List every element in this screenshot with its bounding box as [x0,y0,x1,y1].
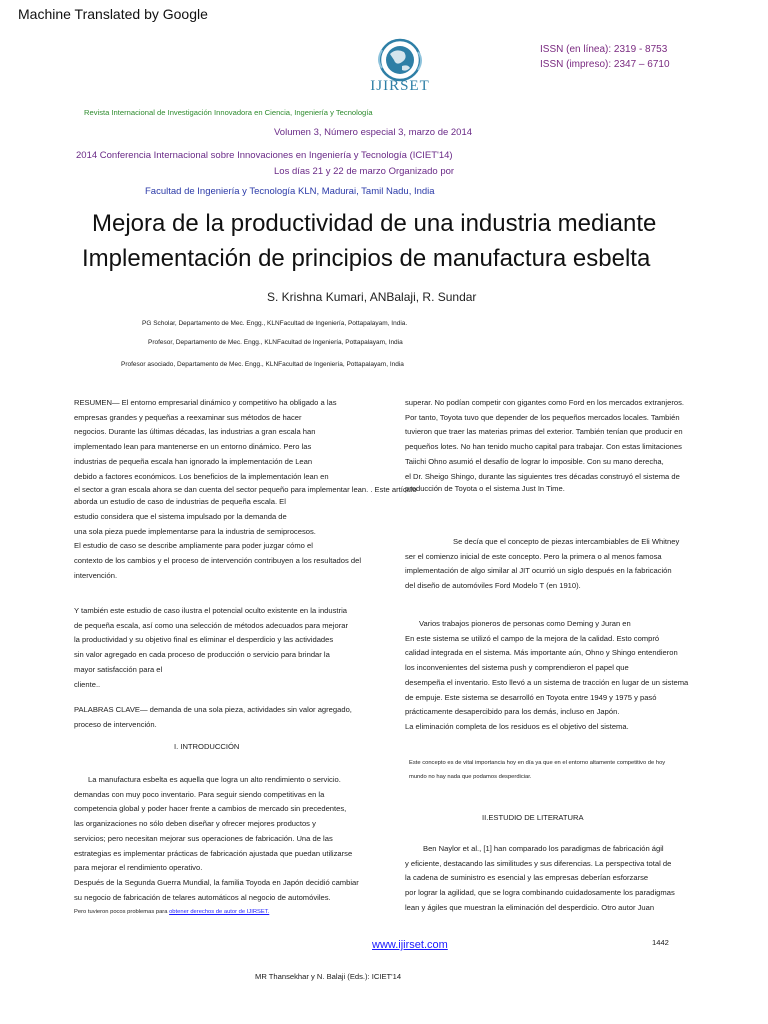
right-paragraph-3 [405,617,720,735]
keywords-line: PALABRAS CLAVE— demanda de una sola pieza, actividades sin valor agregado, [74,705,352,714]
affiliation-2: Profesor, Departamento de Mec. Engg., KLNFacultad de Ingeniería, Pottapalayam, India [148,339,403,346]
intro-line: demandas con muy poco inventario. Para seguir siendo competitivas en la [74,789,325,799]
abstract-line: la productividad y su objetivo final es eliminar el desperdicio y las actividades [74,635,334,645]
abstract-line: implementado lean para mantenerse en un entorno dinámico. Pero las [74,442,312,452]
body-line: y eficiente, destacando las similitudes y sus diferencias. La perspectiva total de [405,858,672,868]
abstract-line: estudio considera que el sistema impulsado por la demanda de [74,511,287,521]
logo-text: IJIRSET [370,78,430,94]
abstract-line: RESUMEN— El entorno empresarial dinámico y competitivo ha obligado a las [74,398,337,407]
conference-name: 2014 Conferencia Internacional sobre Innovaciones en Ingeniería y Tecnología (ICIET'14) [76,150,453,161]
body-line: los inconvenientes del sistema push y comprendieron el papel que [405,663,629,673]
body-line: implementación de algo similar al JIT ocurrió un siglo después en la fabricación [405,566,672,576]
body-line: En este sistema se utilizó el campo de la mejora de la calidad. Esto compró [405,633,660,643]
abstract-line: intervención. [74,570,118,580]
body-line: ser el comienzo inicial de este concepto. Pero la primera o al menos famosa [405,551,662,561]
abstract-continued [74,604,392,692]
body-line: superar. No podían competir con gigantes como Ford en los mercados extranjeros. [405,398,685,407]
abstract-line: sin valor agregado en cada proceso de producción o servicio para brindar la [74,650,330,660]
title-line-2: Implementación de principios de manufactura esbelta [82,245,651,272]
intro-line: La manufactura esbelta es aquella que logra un alto rendimiento o servicio. [88,775,341,784]
right-paragraph-4 [409,756,724,784]
conference-dates: Los días 21 y 22 de marzo Organizado por [274,166,455,177]
abstract-line: de pequeña escala, así como una selección de métodos adecuados para mejorar [74,620,348,630]
body-line: Taiichi Ohno asumió el desafío de lograr lo imposible. Con su mano derecha, [405,456,664,466]
right-paragraph-1 [405,396,720,494]
literature-review [405,842,720,916]
volume-info: Volumen 3, Número especial 3, marzo de 2014 [274,127,473,138]
body-line: tuvieron que traer las materias primas del exterior. También tenían que producir en [405,427,683,437]
intro-line: estrategias es implementar prácticas de fabricación ajustada que puedan utilizarse [74,848,353,858]
introduction [74,773,392,919]
body-line: producción de Toyota o el sistema Just In Time. [405,484,565,494]
journal-logo [360,38,440,100]
abstract-line: una sola pieza puede implementarse para la industria de semiprocesos. [74,526,316,536]
intro-line: su negocio de fabricación de telares automáticos al negocio de automóviles. [74,892,331,902]
copyright-note [74,905,392,919]
body-line: pequeños lotes. No han tenido mucho capital para trabajar. Con estas limitaciones [405,442,682,452]
keywords-line: proceso de intervención. [74,719,157,729]
footer-url-link[interactable]: www.ijirset.com [372,939,448,951]
body-line: lean y ágiles que muestran la eliminación del desperdicio. Otro autor Juan [405,902,655,912]
abstract-line: debido a factores económicos. Los beneficios de la implementación lean en [74,471,329,481]
body-line: mundo no hay nada que podamos desperdiciar. [409,774,532,780]
introduction-heading: I. INTRODUCCIÓN [174,742,240,751]
body-line: el Dr. Sheigo Shingo, durante las siguientes tres décadas construyó el sistema de [405,471,680,481]
copyright-link[interactable]: obtener derechos de autor de IJIRSET. [169,909,270,916]
globe-icon [360,38,440,82]
intro-line: competencia global y poder hacer frente a cambios de mercado sin precedentes, [74,804,347,814]
body-line: la cadena de suministro es esencial y las empresas deberían esforzarse [405,873,649,883]
abstract-line: Y también este estudio de caso ilustra el potencial oculto existente en la industria [74,606,347,615]
abstract-line: negocios. Durante las últimas décadas, las industrias a gran escala han [74,427,316,437]
body-line: del diseño de automóviles Ford Modelo T (en 1910). [405,581,581,591]
body-line: Ben Naylor et al., [1] han comparado los paradigmas de fabricación ágil [423,844,664,853]
abstract-line: industrias de pequeña escala han ignorado la implementación de Lean [74,456,313,466]
body-line: por lograr la agilidad, que se logra combinando cuidadosamente los paradigmas [405,888,675,898]
abstract-line: empresas grandes y pequeñas a reexaminar sus métodos de hacer [74,412,302,422]
issn-print: ISSN (impreso): 2347 – 6710 [540,59,670,70]
authors: S. Krishna Kumari, ANBalaji, R. Sundar [267,290,477,304]
intro-line: para mejorar el rendimiento operativo. [74,863,203,873]
intro-line: las organizaciones no sólo deben diseñar y ofrecer mejores productos y [74,819,316,829]
abstract-line: contexto de los cambios y el proceso de intervención contribuyen a los resultados del [74,556,362,566]
abstract-line: cliente.. [74,679,101,689]
title-line-1: Mejora de la productividad de una industria mediante [92,210,657,237]
body-line: de empuje. Este sistema se desarrolló en Toyota entre 1949 y 1975 y pasó [405,692,657,702]
journal-name: Revista Internacional de Investigación Innovadora en Ciencia, Ingeniería y Tecnología [84,108,373,117]
abstract-line: El estudio de caso se describe ampliamente para poder juzgar cómo el [74,541,313,551]
body-line: calidad integrada en el sistema. Más importante aún, Ohno y Shingo entendieron [405,648,678,658]
intro-line: servicios; pero necesitan mejorar sus operaciones de fabricación. Una de las [74,833,333,843]
keywords [74,703,392,732]
body-line: Se decía que el concepto de piezas intercambiables de Eli Whitney [453,537,680,546]
abstract-line: mayor satisfacción para el [74,664,163,674]
literature-heading: II.ESTUDIO DE LITERATURA [482,813,584,822]
body-line: Varios trabajos pioneros de personas como Deming y Juran en [419,619,631,628]
footer-editors: MR Thansekhar y N. Balaji (Eds.): ICIET'14 [255,972,402,981]
body-line: prácticamente desapercibido para los demás, incluso en Japón. [405,707,620,717]
body-line: Este concepto es de vital importancia hoy en día ya que en el entorno altamente competitivo de hoy [409,760,666,766]
intro-line: Después de la Segunda Guerra Mundial, la familia Toyoda en Japón decidió cambiar [74,877,359,887]
affiliation-1: PG Scholar, Departamento de Mec. Engg., KLNFacultad de Ingeniería, Pottapalayam, India. [142,320,408,327]
page-number: 1442 [652,938,669,947]
affiliation-3: Profesor asociado, Departamento de Mec. Engg., KLNFacultad de Ingeniería, Pottapalayam, India [121,361,404,368]
right-paragraph-2 [405,535,720,594]
organizer: Facultad de Ingeniería y Tecnología KLN, Madurai, Tamil Nadu, India [145,186,435,197]
body-line: desempeña el inventario. Esto llevó a un sistema de tracción en lugar de un sistema [405,677,689,687]
machine-translated-banner: Machine Translated by Google [18,6,208,22]
body-line: Por tanto, Toyota tuvo que depender de los pequeños mercados locales. También [405,412,680,422]
copyright-prefix: Pero tuvieron pocos problemas para [74,909,170,916]
abstract [74,396,417,583]
abstract-line: aborda un estudio de caso de industrias de pequeña escala. El [74,497,286,507]
issn-online: ISSN (en línea): 2319 - 8753 [540,44,668,55]
abstract-line: el sector a gran escala ahora se dan cuenta del sector pequeño para implementar lean. . Este artículo [74,485,417,495]
body-line: La eliminación completa de los residuos es el objetivo del sistema. [405,721,629,731]
